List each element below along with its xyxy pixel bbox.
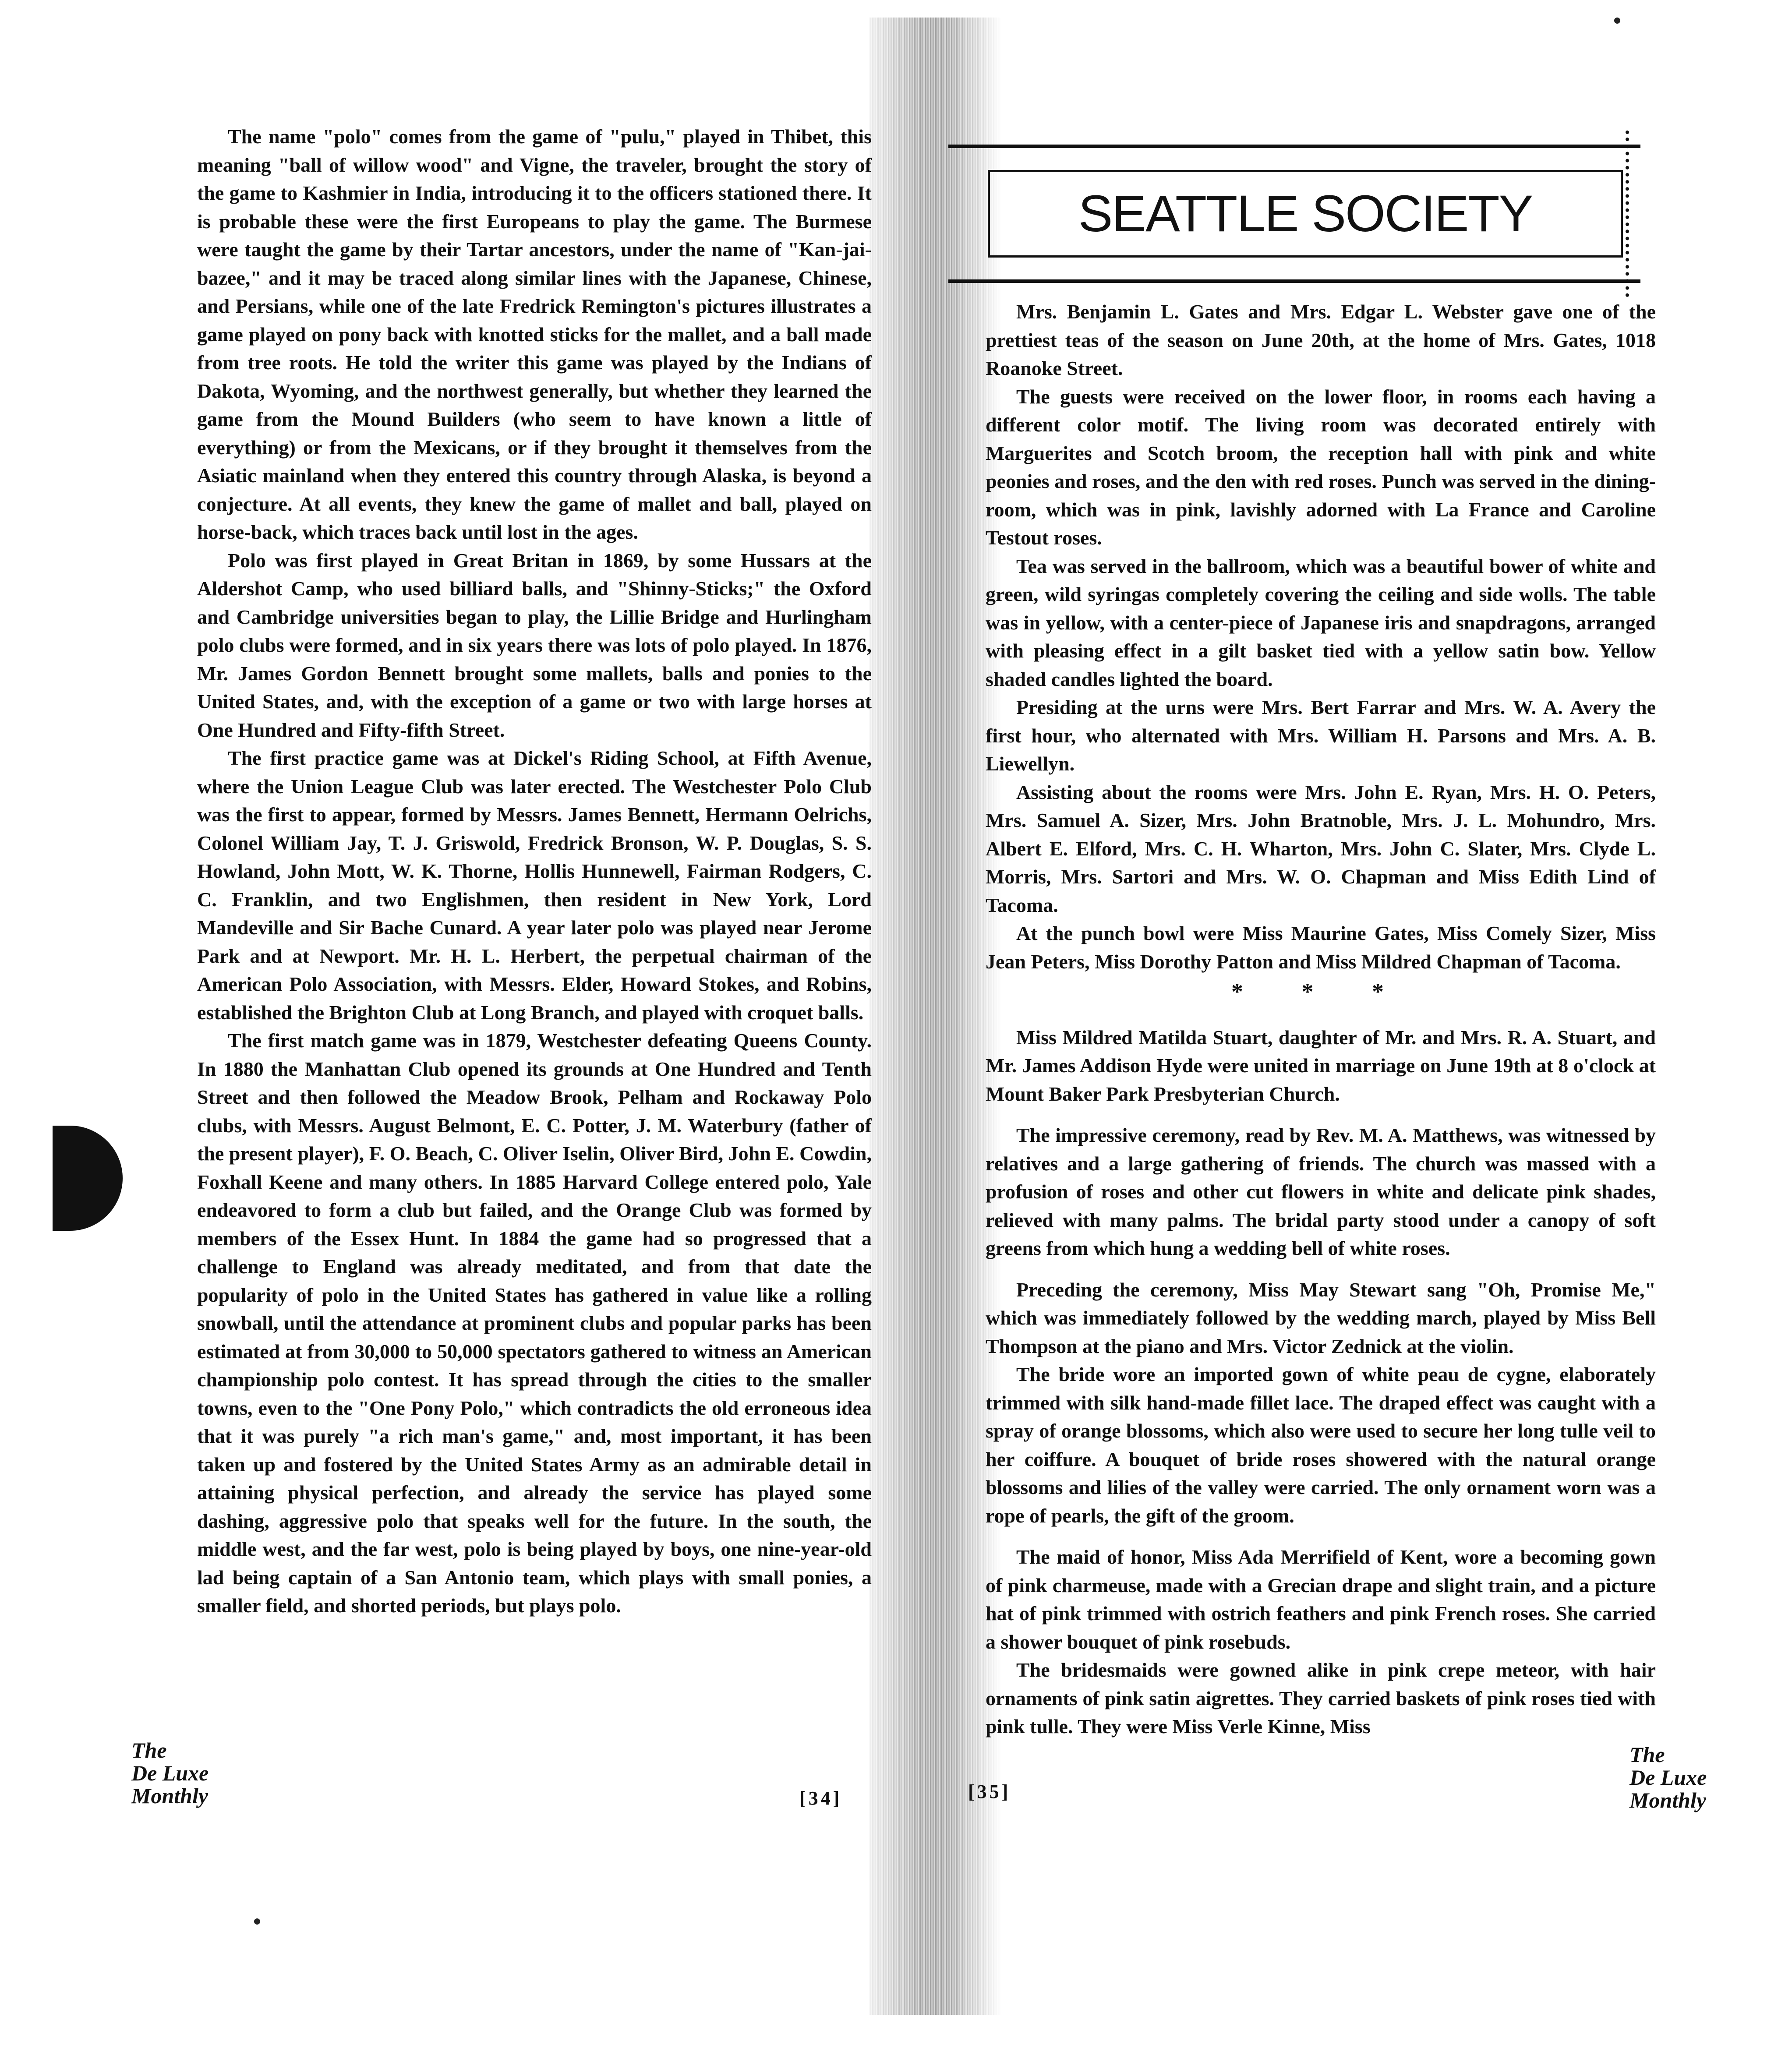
page-number: [35] — [968, 1781, 1011, 1802]
brand-line: De Luxe — [1629, 1765, 1707, 1790]
scan-blot — [53, 1126, 123, 1231]
brand-line: Monthly — [131, 1784, 209, 1808]
society-paragraph: The impressive ceremony, read by Rev. M. A. Matthews, was witnessed by relatives and a large gathering of friends. The church was massed with a profusion of roses and other cut flowers in white and delicate pink shades, relieved with many palms. The bridal party stood under a canopy of soft greens from which hung a wedding bell of white roses. — [986, 1124, 1656, 1259]
society-paragraph: The bride wore an imported gown of white peau de cygne, elaborately trimmed with silk hand-made fillet lace. The draped effect was caught with a spray of orange blossoms, which also were used to secure her long tulle veil to her coiffure. A bouquet of bride roses showered with the natural orange blossoms and lilies of the valley were carried. The only ornament worn was a rope of pearls, the gift of the groom. — [986, 1363, 1656, 1527]
magazine-brand — [1629, 1743, 1707, 1812]
brand-line: De Luxe — [131, 1761, 209, 1785]
society-column — [986, 298, 1656, 1741]
banner-frame — [988, 170, 1623, 258]
society-paragraph: Tea was served in the ballroom, which was a beautiful bower of white and green, wild syringas completely covering the ceiling and side wolls. The table was in yellow, with a center-piece of Japanese iris and snapdragons, arranged with pleasing effect in a gilt basket tied with a yellow satin bow. Yellow shaded candles lighted the board. — [986, 555, 1656, 690]
right-page — [876, 0, 1792, 2045]
article-paragraph: The name "polo" comes from the game of "pulu," played in Thibet, this meaning "ball of willow wood" and Vigne, the traveler, brought the story of the game to Kashmier in India, introducing it to the officers stationed there. It is probable these were the first Europeans to play the game. The Burmese were taught the game by their Tartar ancestors, under the name of "Kan-jai-bazee," and it may be traced along similar lines with the Japanese, Chinese, and Persians, while one of the late Fredrick Remington's pictures illustrates a game played on pony back with knotted sticks for the mallet, and a ball made from tree roots. He told the writer this game was played by the Indians of Dakota, Wyoming, and the northwest generally, but whether they learned the game from the Mound Builders (who seem to have known a little of everything) or from the Mexicans, or if they brought it themselves from the Asiatic mainland when they entered this country through Alaska, is beyond a conjecture. At all events, they knew the game of mallet and ball, played on horse-back, which traces back until lost in the ages. — [197, 125, 872, 543]
left-page — [0, 0, 876, 2045]
section-heading: SEATTLE SOCIETY — [1078, 185, 1533, 243]
polo-article — [197, 123, 872, 1620]
society-paragraph: Presiding at the urns were Mrs. Bert Farrar and Mrs. W. A. Avery the first hour, who alternated with Mrs. William H. Parsons and Mrs. A. B. Liewellyn. — [986, 696, 1656, 775]
brand-line: The — [131, 1738, 167, 1762]
society-paragraph: The maid of honor, Miss Ada Merrifield of Kent, wore a becoming gown of pink charmeuse, made with a Grecian drape and slight train, and a picture hat of pink trimmed with ostrich feathers and pink French roses. She carried a shower bouquet of pink rosebuds. — [986, 1546, 1656, 1653]
banner-ornament — [1626, 131, 1642, 297]
society-paragraph: Mrs. Benjamin L. Gates and Mrs. Edgar L. Webster gave one of the prettiest teas of the season on June 20th, at the home of Mrs. Gates, 1018 Roanoke Street. — [986, 300, 1656, 379]
society-paragraph: Assisting about the rooms were Mrs. John E. Ryan, Mrs. H. O. Peters, Mrs. Samuel A. Sizer, Mrs. John Bratnoble, Mrs. J. L. Mohundro, Mrs. Albert E. Elford, Mrs. C. H. Wharton, Mrs. John C. Slater, Mrs. Clyde L. Morris, Mrs. Sartori and Mrs. W. O. Chapman and Miss Edith Lind of Tacoma. — [986, 781, 1656, 916]
seattle-society-banner — [948, 145, 1640, 283]
page-number: [34] — [799, 1787, 842, 1809]
scan-speck — [1614, 18, 1620, 24]
society-paragraph: Preceding the ceremony, Miss May Stewart sang "Oh, Promise Me," which was immediately followed by the wedding march, played by Miss Bell Thompson at the piano and Mrs. Victor Zednick at the violin. — [986, 1278, 1656, 1357]
article-paragraph: The first practice game was at Dickel's Riding School, at Fifth Avenue, where the Union League Club was later erected. The Westchester Polo Club was the first to appear, formed by Messrs. James Bennett, Hermann Oelrichs, Colonel William Jay, T. J. Griswold, Fredrick Bronson, W. P. Douglas, S. S. Howland, John Mott, W. K. Thorne, Hollis Hunnewell, Fairman Rodgers, C. C. Franklin, and two Englishmen, then resident in New York, Lord Mandeville and Sir Bache Cunard. A year later polo was played near Jerome Park and at Newport. Mr. H. L. Herbert, the perpetual chairman of the American Polo Association, with Messrs. Elder, Howard Stokes, and Robins, established the Brighton Club at Long Branch, and played with croquet balls. — [197, 747, 872, 1024]
article-paragraph: The first match game was in 1879, Westchester defeating Queens County. In 1880 the Manhattan Club opened its grounds at One Hundred and Tenth Street and then followed the Meadow Brook, Pelham and Rockaway Polo clubs, with Messrs. August Belmont, E. C. Potter, J. M. Waterbury (father of the present player), F. O. Beach, C. Oliver Iselin, Oliver Bird, John E. Cowdin, Foxhall Keene and many others. In 1885 Harvard College entered polo, Yale endeavored to form a club but failed, and the Orange Club was formed by members of the Essex Hunt. In 1884 the game had so progressed that a challenge to England was already meditated, and from that date the popularity of polo in the United States has gathered in value like a rolling snowball, until the attendance at prominent clubs and popular parks has been estimated at from 30,000 to 50,000 spectators gathered to witness an American championship polo contest. It has spread through the cities to the smaller towns, even to the "One Pony Polo," which contradicts the old erroneous idea that it was purely "a rich man's game," and, most important, it has been taken up and fostered by the United States Army as an admirable detail in attaining physical perfection, and already the service has played some dashing, aggressive polo that speaks well for the future. In the south, the middle west, and the far west, polo is being played by boys, one nine-year-old lad being captain of a San Antonio team, which plays with small ponies, a smaller field, and shorted periods, but plays polo. — [197, 1029, 872, 1617]
brand-line: The — [1629, 1742, 1665, 1767]
society-paragraph: Miss Mildred Matilda Stuart, daughter of Mr. and Mrs. R. A. Stuart, and Mr. James Addison Hyde were united in marriage on June 19th at 8 o'clock at Mount Baker Park Presbyterian Church. — [986, 1026, 1656, 1105]
section-separator: * * * — [1231, 978, 1410, 1005]
society-paragraph: The bridesmaids were gowned alike in pink crepe meteor, with hair ornaments of pink satin aigrettes. They carried baskets of pink roses tied with pink tulle. They were Miss Verle Kinne, Miss — [986, 1659, 1656, 1738]
article-paragraph: Polo was first played in Great Britan in 1869, by some Hussars at the Aldershot Camp, who used billiard balls, and "Shinny-Sticks;" the Oxford and Cambridge universities began to play, the Lillie Bridge and Hurlingham polo clubs were formed, and in six years there was lots of polo played. In 1876, Mr. James Gordon Bennett brought some mallets, balls and ponies to the United States, and, with the exception of a game or two with large horses at One Hundred and Fifty-fifth Street. — [197, 549, 872, 741]
scan-speck — [254, 1918, 260, 1925]
society-paragraph: At the punch bowl were Miss Maurine Gates, Miss Comely Sizer, Miss Jean Peters, Miss Dorothy Patton and Miss Mildred Chapman of Tacoma. — [986, 922, 1656, 973]
magazine-brand — [131, 1739, 209, 1807]
society-paragraph: The guests were received on the lower floor, in rooms each having a different color motif. The living room was decorated entirely with Marguerites and Scotch broom, the reception hall with pink and white peonies and roses, and the den with red roses. Punch was served in the dining-room, which was in pink, lavishly adorned with La France and Caroline Testout roses. — [986, 385, 1656, 549]
brand-line: Monthly — [1629, 1788, 1707, 1812]
